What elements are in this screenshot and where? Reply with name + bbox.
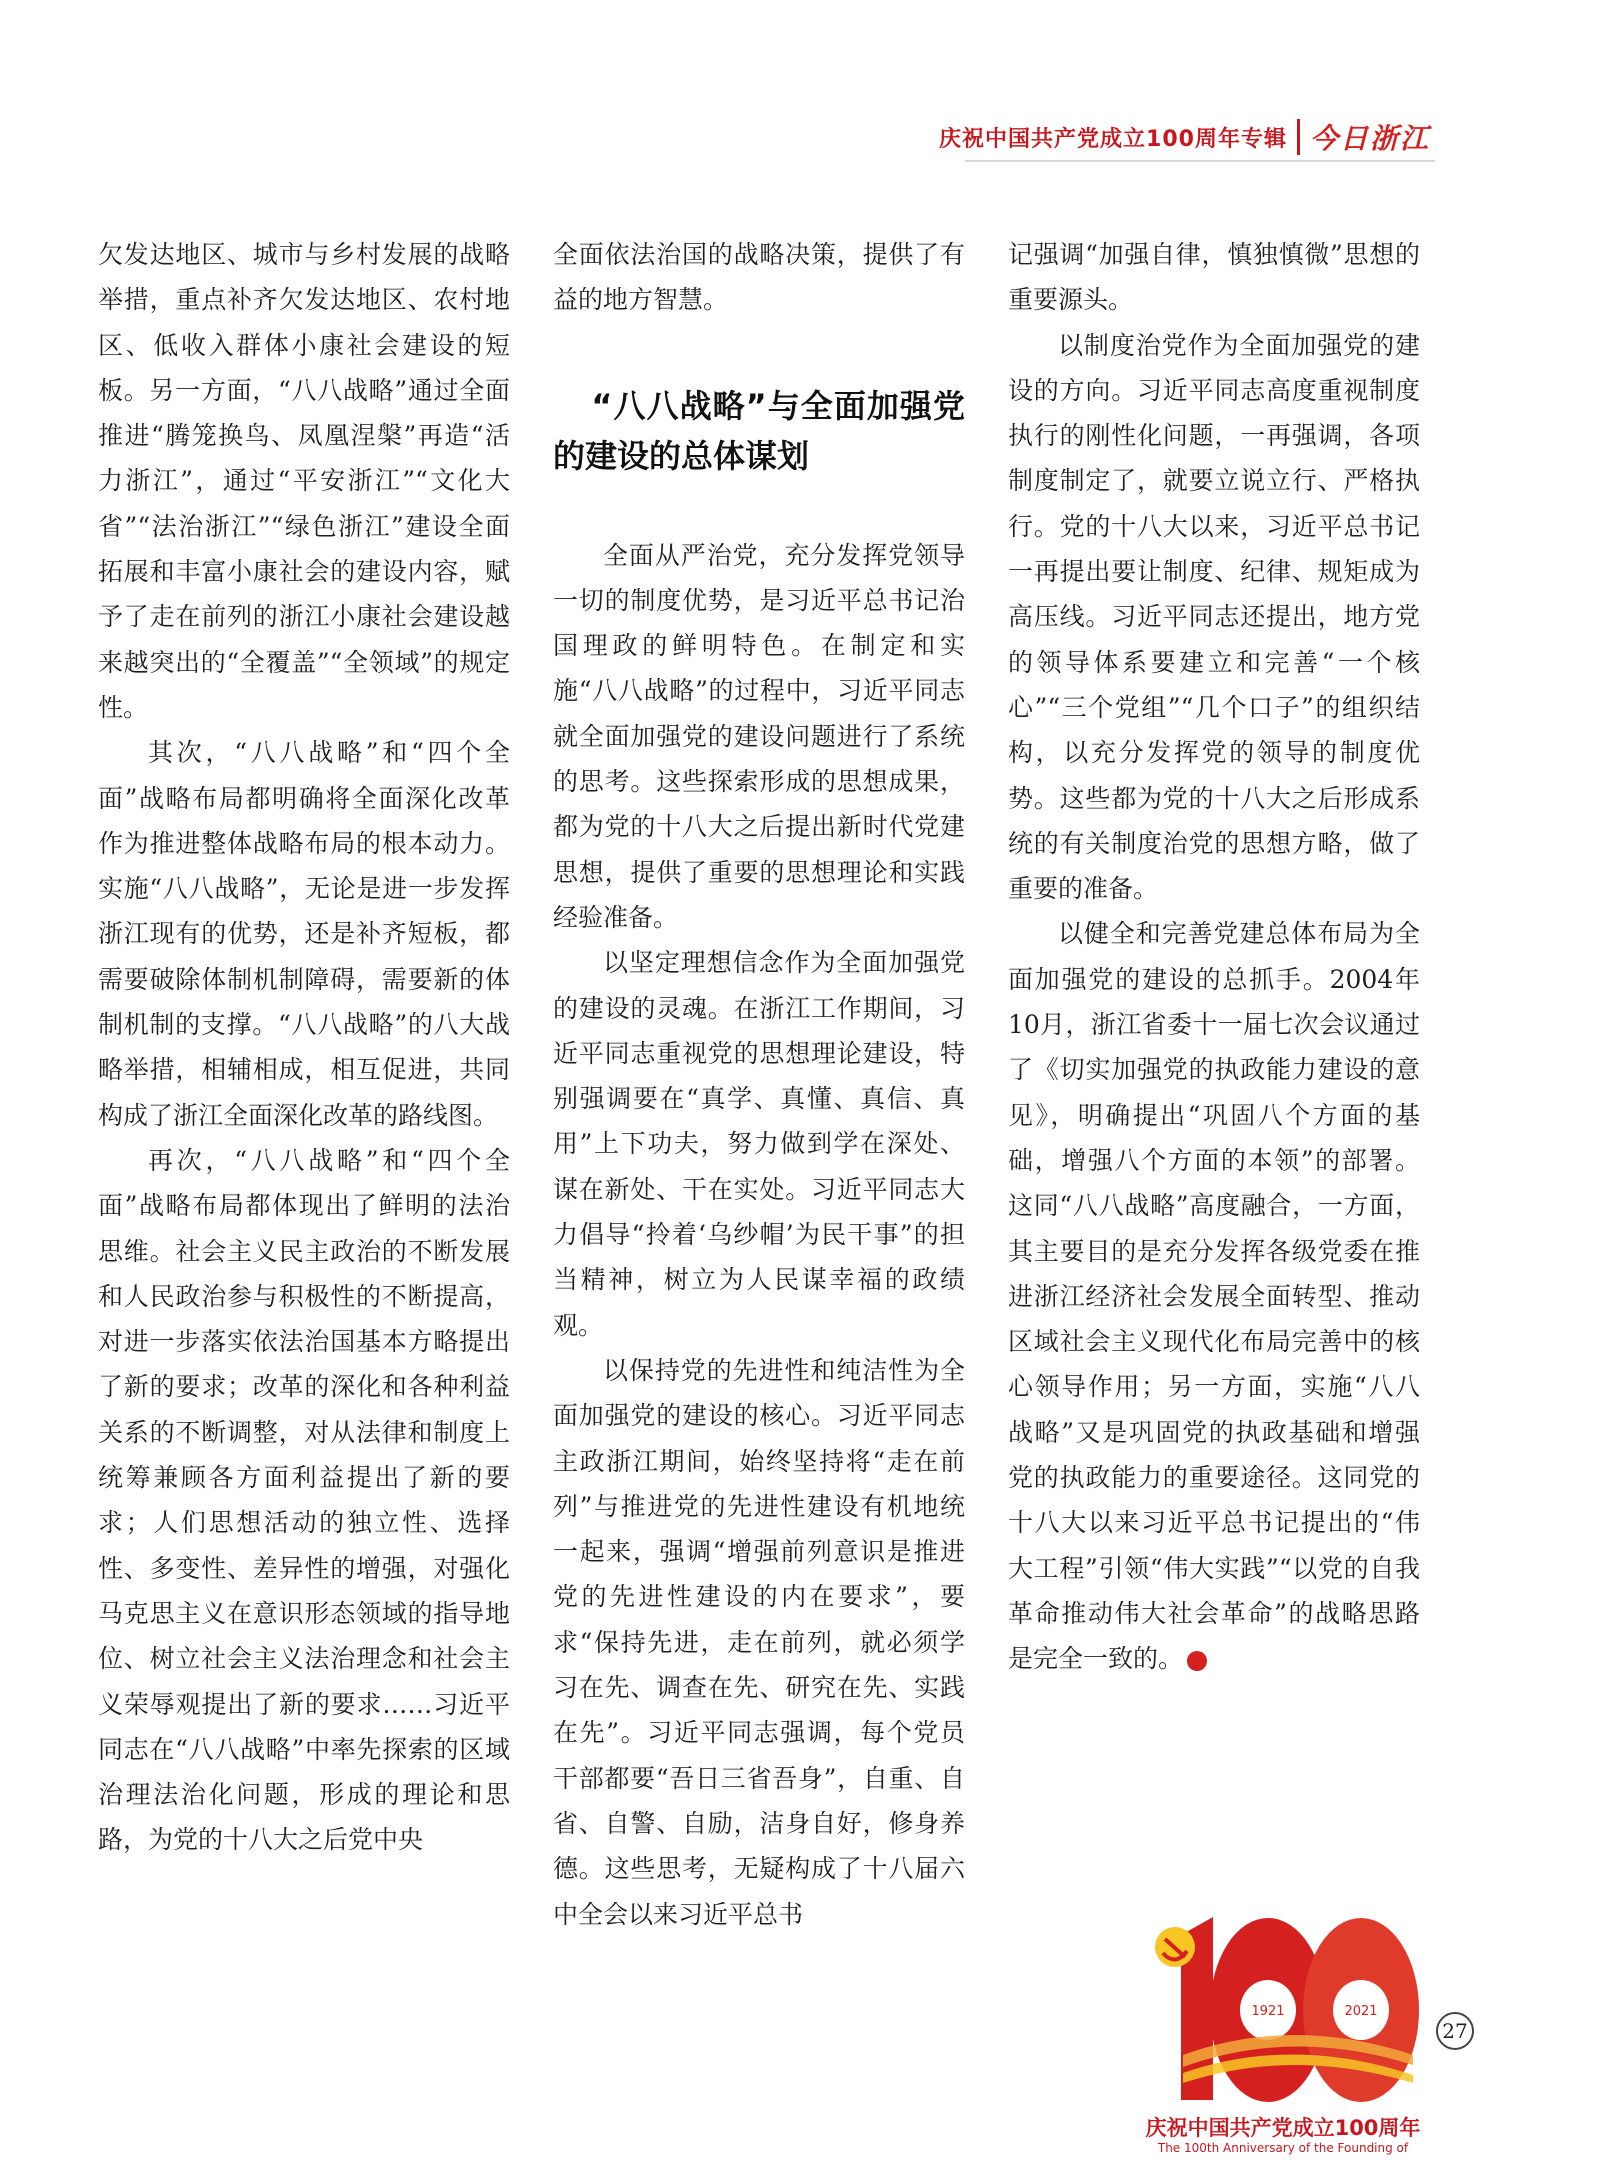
paragraph: 记强调“加强自律，慎独慎微”思想的重要源头。 <box>1008 240 1420 315</box>
magazine-logo: 今日浙江 <box>1309 122 1430 155</box>
paragraph: 以制度治党作为全面加强党的建设的方向。习近平同志高度重视制度执行的刚性化问题，一再强调，各项制度制定了，就要立说立行、严格执行。党的十八大以来，习近平总书记一再提出要让制度、纪律、规矩成为高压线。习近平同志还提出，地方党的领导体系要建立和完善“一个核心”“三个党组”“几个口子”的组织结构，以充分发挥党的领导的制度优势。这些都为党的十八大之后形成系统的有关制度治党的思想方略，做了重要的准备。 <box>1008 330 1420 904</box>
header-rule <box>965 160 1435 162</box>
paragraph: 其次，“八八战略”和“四个全面”战略布局都明确将全面深化改革作为推进整体战略布局的根本动力。实施“八八战略”，无论是进一步发挥浙江现有的优势，还是补齐短板，都需要破除体制机制障碍，需要新的体制机制的支撑。“八八战略”的八大战略举措，相辅相成，相互促进，共同构成了浙江全面深化改革的路线图。 <box>98 738 510 1130</box>
paragraph: 全面从严治党，充分发挥党领导一切的制度优势，是习近平总书记治国理政的鲜明特色。在制定和实施“八八战略”的过程中，习近平同志就全面加强党的建设问题进行了系统的思考。这些探索形成的思想成果，都为党的十八大之后提出新时代党建思想，提供了重要的思想理论和实践经验准备。 <box>553 540 965 932</box>
emblem-caption-zh: 庆祝中国共产党成立100周年 <box>1145 2116 1421 2140</box>
paragraph: 以保持党的先进性和纯洁性为全面加强党的建设的核心。习近平同志主政浙江期间，始终坚持将“走在前列”与推进党的先进性建设有机地统一起来，强调“增强前列意识是推进党的先进性建设的内在要求”，要求“保持先进，走在前列，就必须学习在先、调查在先、研究在先、实践在先”。习近平同志强调，每个党员干部都要“吾日三省吾身”，自重、自省、自警、自励，洁身自好，修身养德。这些思考，无疑构成了十八届六中全会以来习近平总书 <box>553 1355 965 1929</box>
emblem-year-end: 2021 <box>1344 2004 1378 2019</box>
paragraph-text: 以健全和完善党建总体布局为全面加强党的建设的总抓手。2004年10月，浙江省委十一届七次会议通过了《切实加强党的执政能力建设的意见》，明确提出“巩固八个方面的基础，增强八个方面的本领”的部署。这同“八八战略”高度融合，一方面，其主要目的是充分发挥各级党委在推进浙江经济社会发展全面转型、推动区域社会主义现代化布局完善中的核心领导作用；另一方面，实施“八八战略”又是巩固党的执政基础和增强党的执政能力的重要途径。这同党的十八大以来习近平总书记提出的“伟大工程”引领“伟大实践”“以党的自我革命推动伟大社会革命”的战略思路是完全一致的。 <box>1008 919 1420 1674</box>
paragraph <box>1008 911 1420 1681</box>
column-3 <box>1008 232 1420 1682</box>
page-header <box>939 112 1430 162</box>
column-2 <box>553 232 965 1937</box>
header-title: 庆祝中国共产党成立100周年专辑 <box>939 126 1287 152</box>
paragraph: 全面依法治国的战略决策，提供了有益的地方智慧。 <box>553 240 965 315</box>
paragraph: 欠发达地区、城市与乡村发展的战略举措，重点补齐欠发达地区、农村地区、低收入群体小康社会建设的短板。另一方面，“八八战略”通过全面推进“腾笼换鸟、凤凰涅槃”再造“活力浙江”，通过“平安浙江”“文化大省”“法治浙江”“绿色浙江”建设全面拓展和丰富小康社会的建设内容，赋予了走在前列的浙江小康社会建设越来越突出的“全覆盖”“全领域”的规定性。 <box>98 240 510 722</box>
column-1 <box>98 232 510 1863</box>
section-heading: “八八战略”与全面加强党的建设的总体谋划 <box>553 386 965 475</box>
paragraph: 再次，“八八战略”和“四个全面”战略布局都体现出了鲜明的法治思维。社会主义民主政治的不断发展和人民政治参与积极性的不断提高，对进一步落实依法治国基本方略提出了新的要求；改革的深化和各种利益关系的不断调整，对从法律和制度上统筹兼顾各方面利益提出了新的要求；人们思想活动的独立性、选择性、多变性、差异性的增强，对强化马克思主义在意识形态领域的指导地位、树立社会主义法治理念和社会主义荣辱观提出了新的要求……习近平同志在“八八战略”中率先探索的区域治理法治化问题，形成的理论和思路，为党的十八大之后党中央 <box>98 1145 510 1855</box>
emblem-caption-en-1: The 100th Anniversary of the Founding of <box>1157 2141 1409 2155</box>
header-divider <box>1297 119 1300 155</box>
hammer-sickle-icon <box>1155 1927 1195 1967</box>
emblem-year-start: 1921 <box>1251 2004 1285 2019</box>
end-mark-icon: 今 <box>1187 1651 1207 1671</box>
page-number: 27 <box>1436 2012 1474 2050</box>
paragraph: 以坚定理想信念作为全面加强党的建设的灵魂。在浙江工作期间，习近平同志重视党的思想理论建设，特别强调要在“真学、真懂、真信、真用”上下功夫，努力做到学在深处、谋在新处、干在实处。习近平同志大力倡导“拎着‘乌纱帽’为民干事”的担当精神，树立为人民谋幸福的政绩观。 <box>553 948 965 1340</box>
